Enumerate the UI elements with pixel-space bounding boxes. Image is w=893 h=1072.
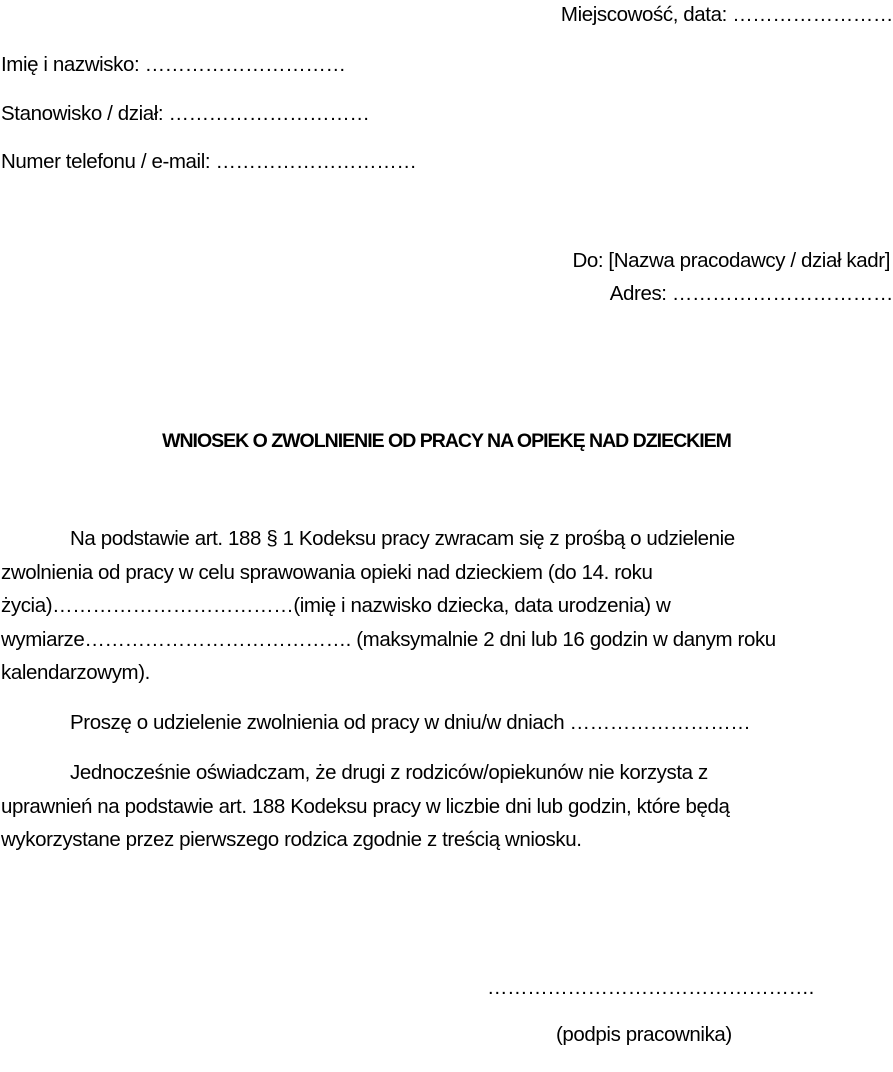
document-title: WNIOSEK O ZWOLNIENIE OD PRACY NA OPIEKĘ NAD DZIECKIEM [162,430,731,452]
paragraph-line: kalendarzowym). [1,661,150,684]
paragraph-declaration [1,756,891,857]
paragraph-line: wykorzystane przez pierwszego rodzica zgodnie z treścią wniosku. [1,828,582,851]
paragraph-line: życia)………………………………(imię i nazwisko dziecka, data urodzenia) w [1,594,671,617]
signature-line: …………………………………………. [487,976,814,999]
paragraph-request [1,522,891,690]
paragraph-line: zwolnienia od pracy w celu sprawowania opieki nad dzieckiem (do 14. roku [1,560,653,584]
paragraph-line: wymiarze…………………………………. (maksymalnie 2 dni lub 16 godzin w danym roku [1,627,776,651]
paragraph-line: uprawnień na podstawie art. 188 Kodeksu pracy w liczbie dni lub godzin, które będą [1,794,730,818]
paragraph-line: Na podstawie art. 188 § 1 Kodeksu pracy zwracam się z prośbą o udzielenie [70,527,735,550]
paragraph-dates [1,706,891,740]
contact-field: Numer telefonu / e-mail: ………………………… [1,150,417,173]
recipient-to: Do: [Nazwa pracodawcy / dział kadr] [572,249,890,272]
paragraph-line: Proszę o udzielenie zwolnienia od pracy w dniu/w dniach ……………………… [70,711,751,734]
position-field: Stanowisko / dział: ………………………… [1,102,370,125]
paragraph-line: Jednocześnie oświadczam, że drugi z rodziców/opiekunów nie korzysta z [70,761,708,784]
place-date-field: Miejscowość, data: …………………… [560,3,893,26]
signature-caption: (podpis pracownika) [556,1023,732,1046]
recipient-address: Adres: …………………………… [609,282,893,305]
name-field: Imię i nazwisko: ………………………… [1,53,346,76]
